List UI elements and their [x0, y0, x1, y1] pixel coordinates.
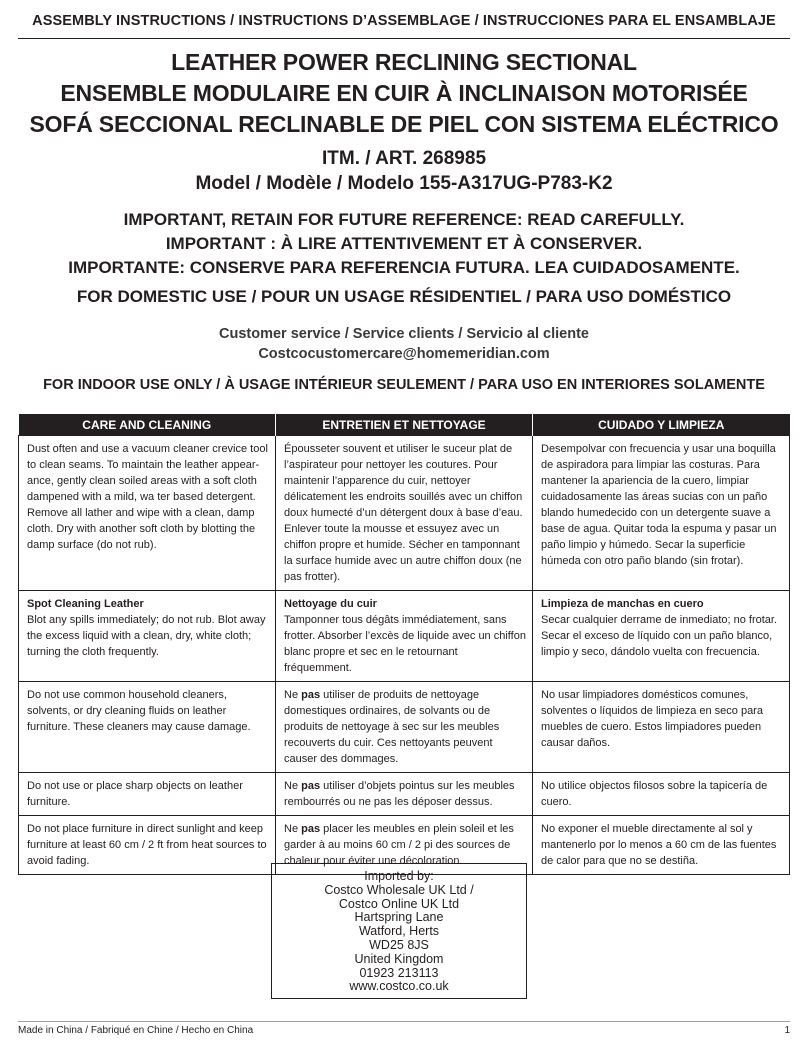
cell-heading: Spot Cleaning Leather — [27, 598, 144, 610]
table-row — [19, 682, 790, 773]
importer-line: United Kingdom — [354, 951, 444, 966]
cell-text: Blot any spills immediately; do not rub. Blot away the excess liquid with a clean, dry, white cloth; turning the cloth frequently. — [27, 614, 266, 658]
cell-french — [276, 436, 533, 591]
cell-heading: Nettoyage du cuir — [284, 598, 377, 610]
importer-website[interactable]: www.costco.co.uk — [349, 979, 449, 994]
header-care-english: CARE AND CLEANING — [19, 414, 276, 436]
title-spanish: SOFÁ SECCIONAL RECLINABLE DE PIEL CON SISTEMA ELÉCTRICO — [29, 111, 779, 137]
cell-english — [19, 591, 276, 682]
cell-spanish — [533, 682, 790, 773]
model-number: Model / Modèle / Modelo 155-A317UG-P783-K2 — [195, 173, 613, 194]
title-french: ENSEMBLE MODULAIRE EN CUIR À INCLINAISON MOTORISÉE — [60, 80, 748, 106]
indoor-use-notice: FOR INDOOR USE ONLY / À USAGE INTÉRIEUR SEULEMENT / PARA USO EN INTERIORES SOLAMENTE — [43, 377, 765, 393]
cell-text: Secar cualquier derrame de inmediato; no frotar. Secar el exceso de líquido con un paño blanco, limpio y seco, dándolo vuelta con frecuencia. — [541, 614, 778, 658]
importer-line: Hartspring Lane — [354, 910, 444, 925]
title-english: LEATHER POWER RECLINING SECTIONAL — [171, 49, 637, 75]
cell-text: utiliser d’objets pointus sur les meubles rembourrés ou ne pas les déposer dessus. — [284, 780, 515, 808]
cell-english — [19, 436, 276, 591]
important-spanish: IMPORTANTE: CONSERVE PARA REFERENCIA FUTURA. LEA CUIDADOSAMENTE. — [68, 258, 740, 277]
importer-box — [271, 863, 527, 999]
cell-emphasis: pas — [301, 780, 321, 792]
important-notice — [18, 208, 790, 280]
model-block — [18, 146, 790, 196]
cell-heading: Limpieza de manchas en cuero — [541, 598, 704, 610]
product-title — [18, 47, 790, 140]
cell-prefix: Ne — [284, 823, 302, 835]
header-care-spanish: CUIDADO Y LIMPIEZA — [533, 414, 790, 436]
header-care-french: ENTRETIEN ET NETTOYAGE — [276, 414, 533, 436]
cell-text: placer les meubles en plein soleil et les garder à au moins 60 cm / 2 pi des sources de chaleur pour éviter une décoloration. — [284, 823, 514, 867]
care-table-header — [19, 414, 790, 436]
table-row — [19, 591, 790, 682]
importer-line: Watford, Herts — [358, 924, 440, 939]
table-row — [19, 773, 790, 816]
cell-text: utiliser de produits de nettoyage domestiques ordinaires, de solvants ou de produits de nettoyage à sec sur les meubles recouverts du cuir. Ces nettoyants peuvent causer des dommages. — [284, 689, 500, 765]
cell-spanish — [533, 436, 790, 591]
cell-text: Desempolvar con frecuencia y usar una boquilla de aspiradora para limpiar las costuras. Para mantener la apariencia de la cuero, limpiar cuidadosamente las áreas sucias con un paño blando humedecido con un detergente suave a base de agua. Quitar toda la espuma y pasar un paño limpio y húmedo. Secar la superficie húmeda con otro paño blando (sin frotar). — [541, 443, 777, 567]
care-table — [18, 414, 790, 875]
item-number: ITM. / ART. 268985 — [321, 148, 487, 169]
cell-spanish — [533, 816, 790, 875]
customer-service-label: Customer service / Service clients / Servicio al cliente — [219, 326, 589, 342]
header-divider — [18, 38, 790, 39]
cell-english — [19, 682, 276, 773]
table-row — [19, 436, 790, 591]
cell-text: Tamponner tous dégâts immédiatement, sans frotter. Absorber l’excès de liquide avec un chiffon blanc propre et sec en le retournant fréquemment. — [284, 614, 526, 674]
cell-text: Dust often and use a vacuum cleaner crevice tool to clean seams. To maintain the leather appear-ance, gently clean soiled areas with a soft cloth dampened with a mild, wa ter based detergent. Remove all lather and wipe with a clean, damp cloth. Dry with another soft cloth by blotting the damp surface (do not rub). — [27, 443, 268, 551]
cell-prefix: Ne — [284, 780, 302, 792]
importer-line: 01923 213113 — [359, 965, 439, 980]
cell-emphasis: pas — [301, 823, 321, 835]
cell-prefix: Ne — [284, 689, 302, 701]
page-number: 1 — [784, 1025, 790, 1036]
cell-text: No exponer el mueble directamente al sol y mantenerlo por lo menos a 60 cm de las fuentes de calor para que no se destiña. — [541, 823, 777, 867]
cell-text: Do not use common household cleaners, solvents, or dry cleaning fluids on leather furniture. These cleaners may cause damage. — [27, 689, 251, 733]
importer-line: Costco Online UK Ltd — [338, 896, 460, 911]
footer-divider — [18, 1021, 790, 1022]
cell-english — [19, 816, 276, 875]
domestic-use-notice: FOR DOMESTIC USE / POUR UN USAGE RÉSIDENTIEL / PARA USO DOMÉSTICO — [76, 287, 732, 306]
cell-text: No utilice objectos filosos sobre la tapicería de cuero. — [541, 780, 768, 808]
cell-text: Do not use or place sharp objects on leather furniture. — [27, 780, 243, 808]
customer-service — [18, 324, 790, 364]
cell-french — [276, 773, 533, 816]
cell-text: No usar limpiadores domésticos comunes, solventes o líquidos de limpieza en seco para muebles de cuero. Estos limpiadores pueden causar daños. — [541, 689, 763, 749]
cell-text: Épousseter souvent et utiliser le suceur plat de l’aspirateur pour nettoyer les coutures. Pour maintenir l’apparence du cuir, nettoyer délicatement les endroits souillés avec un chiffon doux humecté d’un détergent doux à base d’eau. Enlever toute la mousse et essuyez avec un chiffon propre et humide. Sécher en tamponnant la surface humide avec un autre chiffon doux (ne pas frotter). — [284, 443, 523, 583]
header-banner: ASSEMBLY INSTRUCTIONS / INSTRUCTIONS D’ASSEMBLAGE / INSTRUCCIONES PARA EL ENSAMBLAJE — [32, 13, 776, 29]
made-in-notice: Made in China / Fabriqué en Chine / Hecho en China — [18, 1025, 254, 1036]
cell-french — [276, 591, 533, 682]
cell-spanish — [533, 773, 790, 816]
cell-french — [276, 682, 533, 773]
important-english: IMPORTANT, RETAIN FOR FUTURE REFERENCE: READ CAREFULLY. — [123, 210, 685, 229]
importer-line: Costco Wholesale UK Ltd / — [324, 882, 474, 897]
importer-line: WD25 8JS — [369, 937, 429, 952]
cell-emphasis: pas — [301, 689, 321, 701]
cell-english — [19, 773, 276, 816]
cell-text: Do not place furniture in direct sunlight and keep furniture at least 60 cm / 2 ft from heat sources to avoid fading. — [27, 823, 267, 867]
importer-line: Imported by: — [364, 869, 434, 883]
customer-service-email: Costcocustomercare@homemeridian.com — [258, 346, 550, 362]
important-french: IMPORTANT : À LIRE ATTENTIVEMENT ET À CONSERVER. — [165, 234, 643, 253]
cell-spanish — [533, 591, 790, 682]
